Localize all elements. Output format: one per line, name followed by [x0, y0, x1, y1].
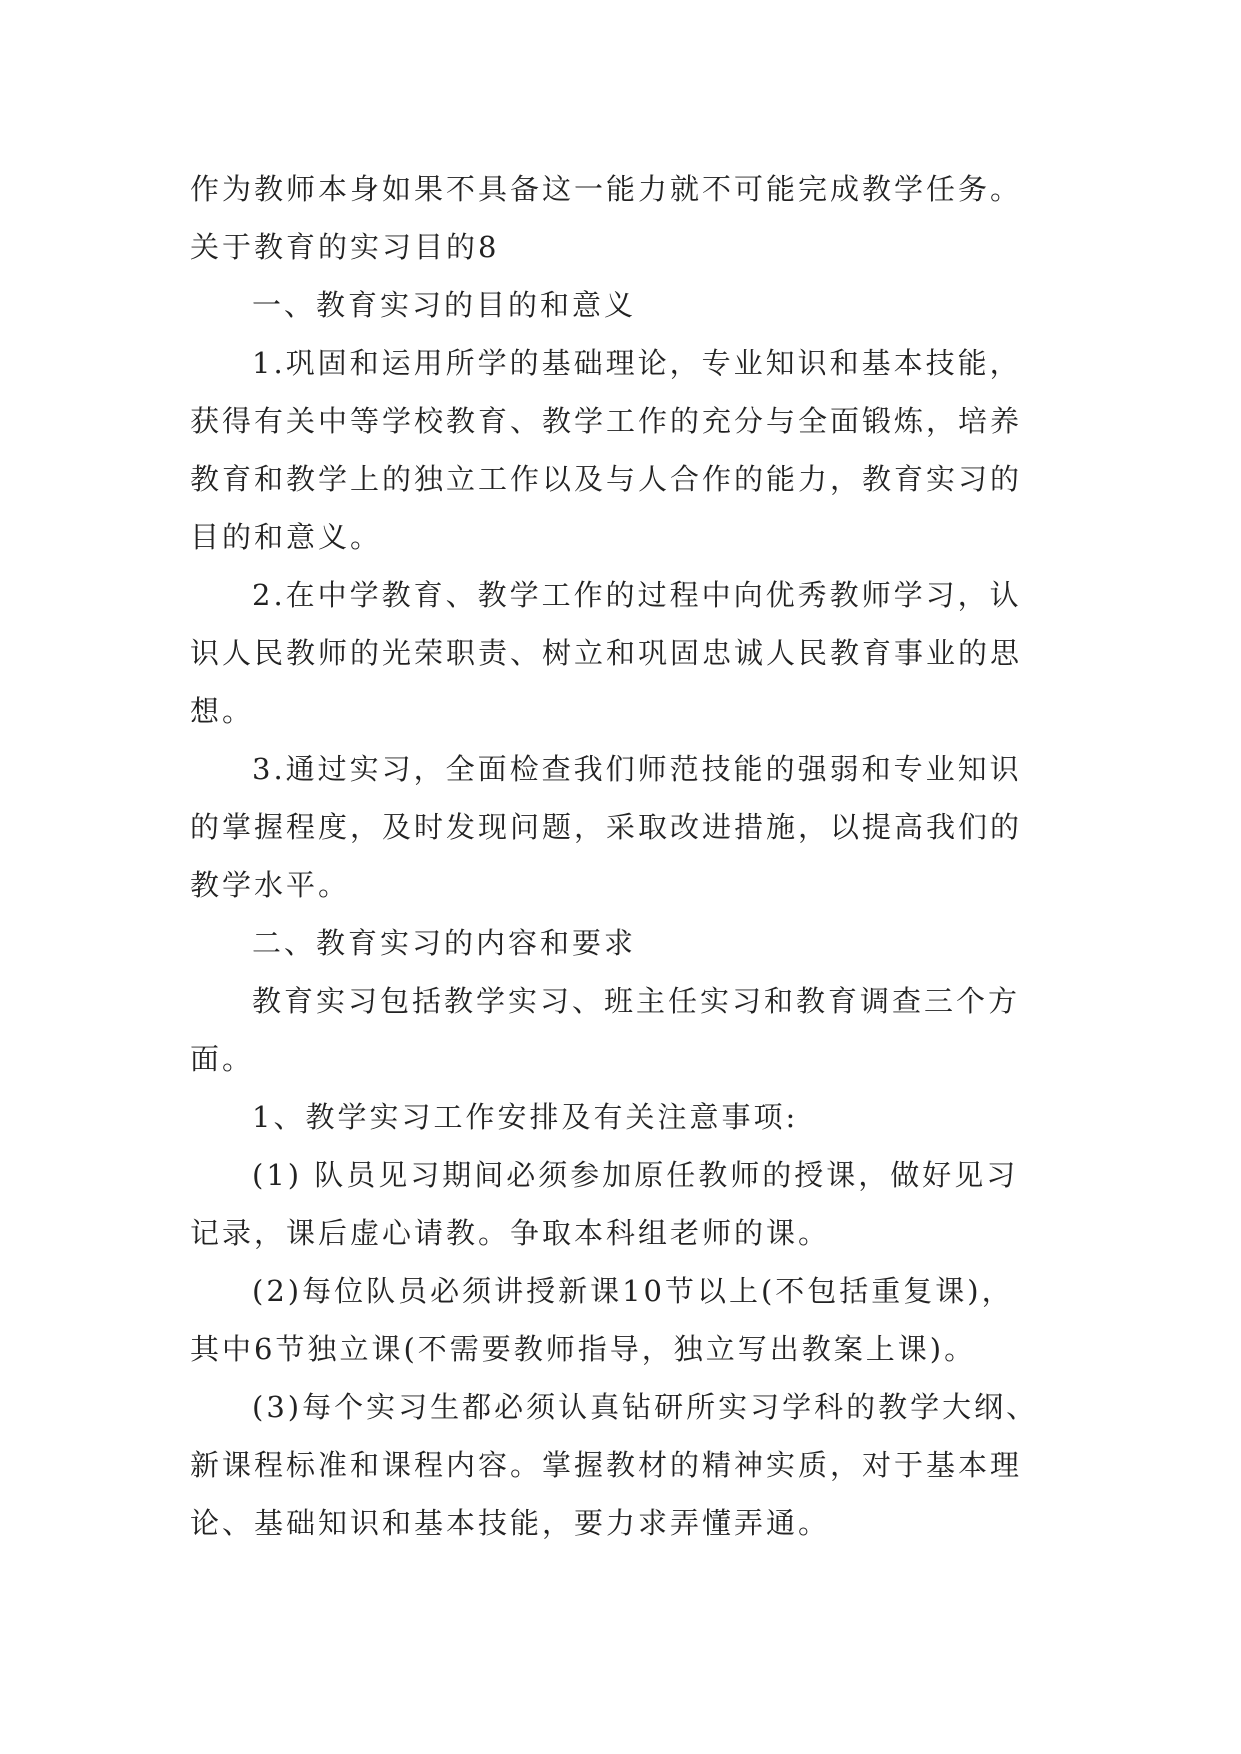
text-line: 其中6节独立课(不需要教师指导，独立写出教案上课)。 — [190, 1332, 977, 1366]
heading-1: 一、教育实习的目的和意义 — [252, 288, 637, 322]
text-line: 记录，课后虚心请教。争取本科组老师的课。 — [190, 1216, 831, 1250]
text-line: 想。 — [190, 694, 255, 728]
text-line: 论、基础知识和基本技能，要力求弄懂弄通。 — [190, 1506, 831, 1540]
text-line: 面。 — [190, 1042, 255, 1076]
text-line: 3.通过实习，全面检查我们师范技能的强弱和专业知识 — [252, 752, 1022, 786]
text-line: (3)每个实习生都必须认真钻研所实习学科的教学大纲、 — [252, 1390, 1039, 1424]
text-line: 识人民教师的光荣职责、树立和巩固忠诚人民教育事业的思 — [190, 636, 1023, 670]
text-line: 的掌握程度，及时发现问题，采取改进措施，以提高我们的 — [190, 810, 1023, 844]
text-line: 获得有关中等学校教育、教学工作的充分与全面锻炼，培养 — [190, 404, 1023, 438]
text-line: (2)每位队员必须讲授新课10节以上(不包括重复课)， — [252, 1274, 1014, 1308]
text-line: 新课程标准和课程内容。掌握教材的精神实质，对于基本理 — [190, 1448, 1023, 1482]
section-title: 关于教育的实习目的8 — [190, 230, 500, 264]
heading-2: 二、教育实习的内容和要求 — [252, 926, 637, 960]
text-line: (1) 队员见习期间必须参加原任教师的授课，做好见习 — [252, 1158, 1019, 1192]
text-line: 1.巩固和运用所学的基础理论，专业知识和基本技能， — [252, 346, 1022, 380]
text-line: 教学水平。 — [190, 868, 351, 902]
document-page — [190, 160, 1060, 1552]
text-line: 目的和意义。 — [190, 520, 383, 554]
text-line: 教育实习包括教学实习、班主任实习和教育调查三个方 — [252, 984, 1021, 1018]
text-line: 2.在中学教育、教学工作的过程中向优秀教师学习，认 — [252, 578, 1022, 612]
text-line: 作为教师本身如果不具备这一能力就不可能完成教学任务。 — [190, 172, 1023, 206]
text-line: 教育和教学上的独立工作以及与人合作的能力，教育实习的 — [190, 462, 1023, 496]
subheading: 1、教学实习工作安排及有关注意事项: — [252, 1100, 799, 1134]
